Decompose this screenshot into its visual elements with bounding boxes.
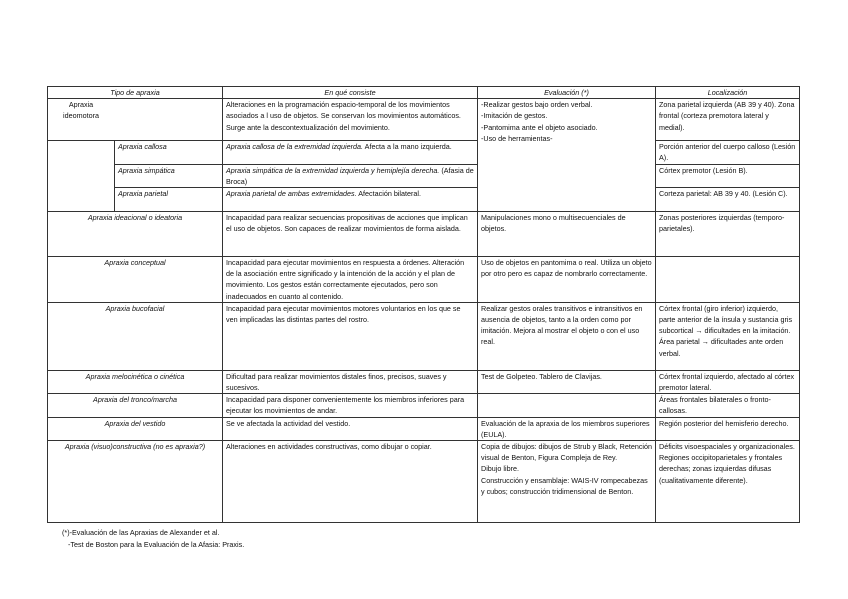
consiste-tronco: Incapacidad para disponer convenientemente los miembros inferiores para ejecutar los movimientos de andar. bbox=[223, 394, 478, 417]
evaluacion-line: Dibujo libre. bbox=[481, 464, 519, 474]
table-row bbox=[48, 370, 800, 393]
tipo-simpatica: Apraxia simpática bbox=[115, 164, 223, 187]
tipo-conceptual: Apraxia conceptual bbox=[48, 257, 223, 303]
consiste-callosa-rest: Afecta a la mano izquierda. bbox=[364, 142, 452, 152]
evaluacion-tronco bbox=[478, 394, 656, 417]
consiste-parietal bbox=[223, 188, 478, 212]
footnote-boston: -Test de Boston para la Evaluación de la Afasia: Praxis. bbox=[68, 540, 245, 549]
consiste-simpatica bbox=[223, 164, 478, 187]
tipo-melocinetica: Apraxia melocinética o cinética bbox=[48, 370, 223, 393]
localizacion-tronco: Áreas frontales bilaterales o fronto-callosas. bbox=[656, 394, 800, 417]
table-row bbox=[48, 141, 800, 164]
table-row bbox=[48, 99, 800, 141]
evaluacion-line: Construcción y ensamblaje: WAIS-IV rompecabezas y cubos; construcción tridimensional de Benton. bbox=[481, 475, 648, 496]
table-row bbox=[48, 188, 800, 212]
localizacion-bucofacial: Córtex frontal (giro inferior) izquierdo, parte anterior de la ínsula y sustancia gris subcortical → dificultades en la imitación. Área parietal → dificultades ante orden verbal. bbox=[656, 302, 800, 370]
ideomotora-spacer bbox=[48, 141, 115, 212]
table-row bbox=[48, 441, 800, 523]
tipo-ideacional: Apraxia ideacional o ideatoria bbox=[48, 212, 223, 257]
evaluacion-line: -Pantomima ante el objeto asociado. bbox=[481, 122, 598, 132]
evaluacion-conceptual: Uso de objetos en pantomima o real. Utiliza un objeto por otro pero es capaz de nombrarlo correctamente. bbox=[478, 257, 656, 303]
header-localizacion: Localización bbox=[656, 87, 800, 99]
consiste-vestido: Se ve afectada la actividad del vestido. bbox=[223, 417, 478, 440]
tipo-tronco: Apraxia del tronco/marcha bbox=[48, 394, 223, 417]
consiste-bucofacial: Incapacidad para ejecutar movimientos motores voluntarios en los que se ven implicadas las distintas partes del rostro. bbox=[223, 302, 478, 370]
tipo-constructiva: Apraxia (visuo)constructiva (no es apraxia?) bbox=[48, 441, 223, 523]
consiste-melocinetica: Dificultad para realizar movimientos distales finos, precisos, suaves y sucesivos. bbox=[223, 370, 478, 393]
consiste-callosa-italic: Apraxia callosa de la extremidad izquierda. bbox=[226, 142, 364, 152]
header-consiste: En qué consiste bbox=[223, 87, 478, 99]
apraxia-table bbox=[47, 86, 800, 523]
evaluacion-constructiva bbox=[478, 441, 656, 523]
localizacion-melocinetica: Córtex frontal izquierdo, afectado al córtex premotor lateral. bbox=[656, 370, 800, 393]
consiste-constructiva: Alteraciones en actividades constructivas, como dibujar o copiar. bbox=[223, 441, 478, 523]
header-evaluacion: Evaluación (*) bbox=[478, 87, 656, 99]
consiste-callosa bbox=[223, 141, 478, 164]
table-row bbox=[48, 417, 800, 440]
consiste-simpatica-rest: (Afasia de Broca) bbox=[226, 165, 474, 186]
table-row bbox=[48, 212, 800, 257]
evaluacion-line: -Realizar gestos bajo orden verbal. bbox=[481, 100, 593, 110]
consiste-parietal-rest: Afectación bilateral. bbox=[358, 189, 421, 199]
tipo-ideomotora: Apraxia ideomotora bbox=[48, 99, 223, 141]
tipo-parietal: Apraxia parietal bbox=[115, 188, 223, 212]
localizacion-vestido: Región posterior del hemisferio derecho. bbox=[656, 417, 800, 440]
consiste-ideacional: Incapacidad para realizar secuencias propositivas de acciones que implican el uso de objetos. Son capaces de realizar movimientos de forma aislada. bbox=[223, 212, 478, 257]
evaluacion-line: Copia de dibujos: dibujos de Strub y Black, Retención visual de Benton, Figura Compleja de Rey. bbox=[481, 442, 653, 463]
header-row bbox=[48, 87, 800, 99]
evaluacion-vestido: Evaluación de la apraxia de los miembros superiores (EULA). bbox=[478, 417, 656, 440]
localizacion-ideomotora: Zona parietal izquierda (AB 39 y 40). Zona frontal (corteza premotora lateral y medial). bbox=[656, 99, 800, 141]
evaluacion-melocinetica: Test de Golpeteo. Tablero de Clavijas. bbox=[478, 370, 656, 393]
localizacion-simpatica: Córtex premotor (Lesión B). bbox=[656, 164, 800, 187]
tipo-callosa: Apraxia callosa bbox=[115, 141, 223, 164]
localizacion-line: Déficits visoespaciales y organizacionales. bbox=[659, 442, 795, 452]
table-row bbox=[48, 302, 800, 370]
consiste-conceptual: Incapacidad para ejecutar movimientos en respuesta a órdenes. Alteración de la asociación entre significado y la intención de la acción y el plan de movimiento. Los gestos están correctamente ejecutados, pero son inadecuados en cuanto al contenido. bbox=[223, 257, 478, 303]
footnotes bbox=[62, 527, 244, 551]
localizacion-conceptual bbox=[656, 257, 800, 303]
evaluacion-ideacional: Manipulaciones mono o multisecuenciales de objetos. bbox=[478, 212, 656, 257]
evaluacion-line: -Imitación de gestos. bbox=[481, 111, 548, 121]
localizacion-parietal: Corteza parietal: AB 39 y 40. (Lesión C). bbox=[656, 188, 800, 212]
localizacion-constructiva bbox=[656, 441, 800, 523]
consiste-simpatica-italic: Apraxia simpática de la extremidad izquierda y hemiplejía derecha. bbox=[226, 165, 440, 175]
evaluacion-ideomotora bbox=[478, 99, 656, 212]
consiste-ideomotora: Alteraciones en la programación espacio-temporal de los movimientos asociados a l uso de objetos. Se conservan los movimientos automáticos. Surge ante la descontextualización del movimiento. bbox=[223, 99, 478, 141]
localizacion-ideacional: Zonas posteriores izquierdas (temporo-parietales). bbox=[656, 212, 800, 257]
consiste-parietal-italic: Apraxia parietal de ambas extremidades. bbox=[226, 189, 357, 199]
evaluacion-line: -Uso de herramientas- bbox=[481, 133, 553, 143]
table-row bbox=[48, 257, 800, 303]
localizacion-line: Regiones occipitoparietales y frontales derechas; zonas izquierdas difusas (cualitativamente diferente). bbox=[659, 453, 783, 485]
tipo-vestido: Apraxia del vestido bbox=[48, 417, 223, 440]
table-row bbox=[48, 394, 800, 417]
tipo-bucofacial: Apraxia bucofacial bbox=[48, 302, 223, 370]
footnote-alexander: (*)-Evaluación de las Apraxias de Alexander et al. bbox=[62, 528, 220, 537]
header-tipo: Tipo de apraxia bbox=[48, 87, 223, 99]
localizacion-callosa: Porción anterior del cuerpo calloso (Lesión A). bbox=[656, 141, 800, 164]
evaluacion-bucofacial: Realizar gestos orales transitivos e intransitivos en ausencia de objetos, tanto a la orden como por imitación. Mejora al mostrar el objeto o con el uso real. bbox=[478, 302, 656, 370]
table-row bbox=[48, 164, 800, 187]
